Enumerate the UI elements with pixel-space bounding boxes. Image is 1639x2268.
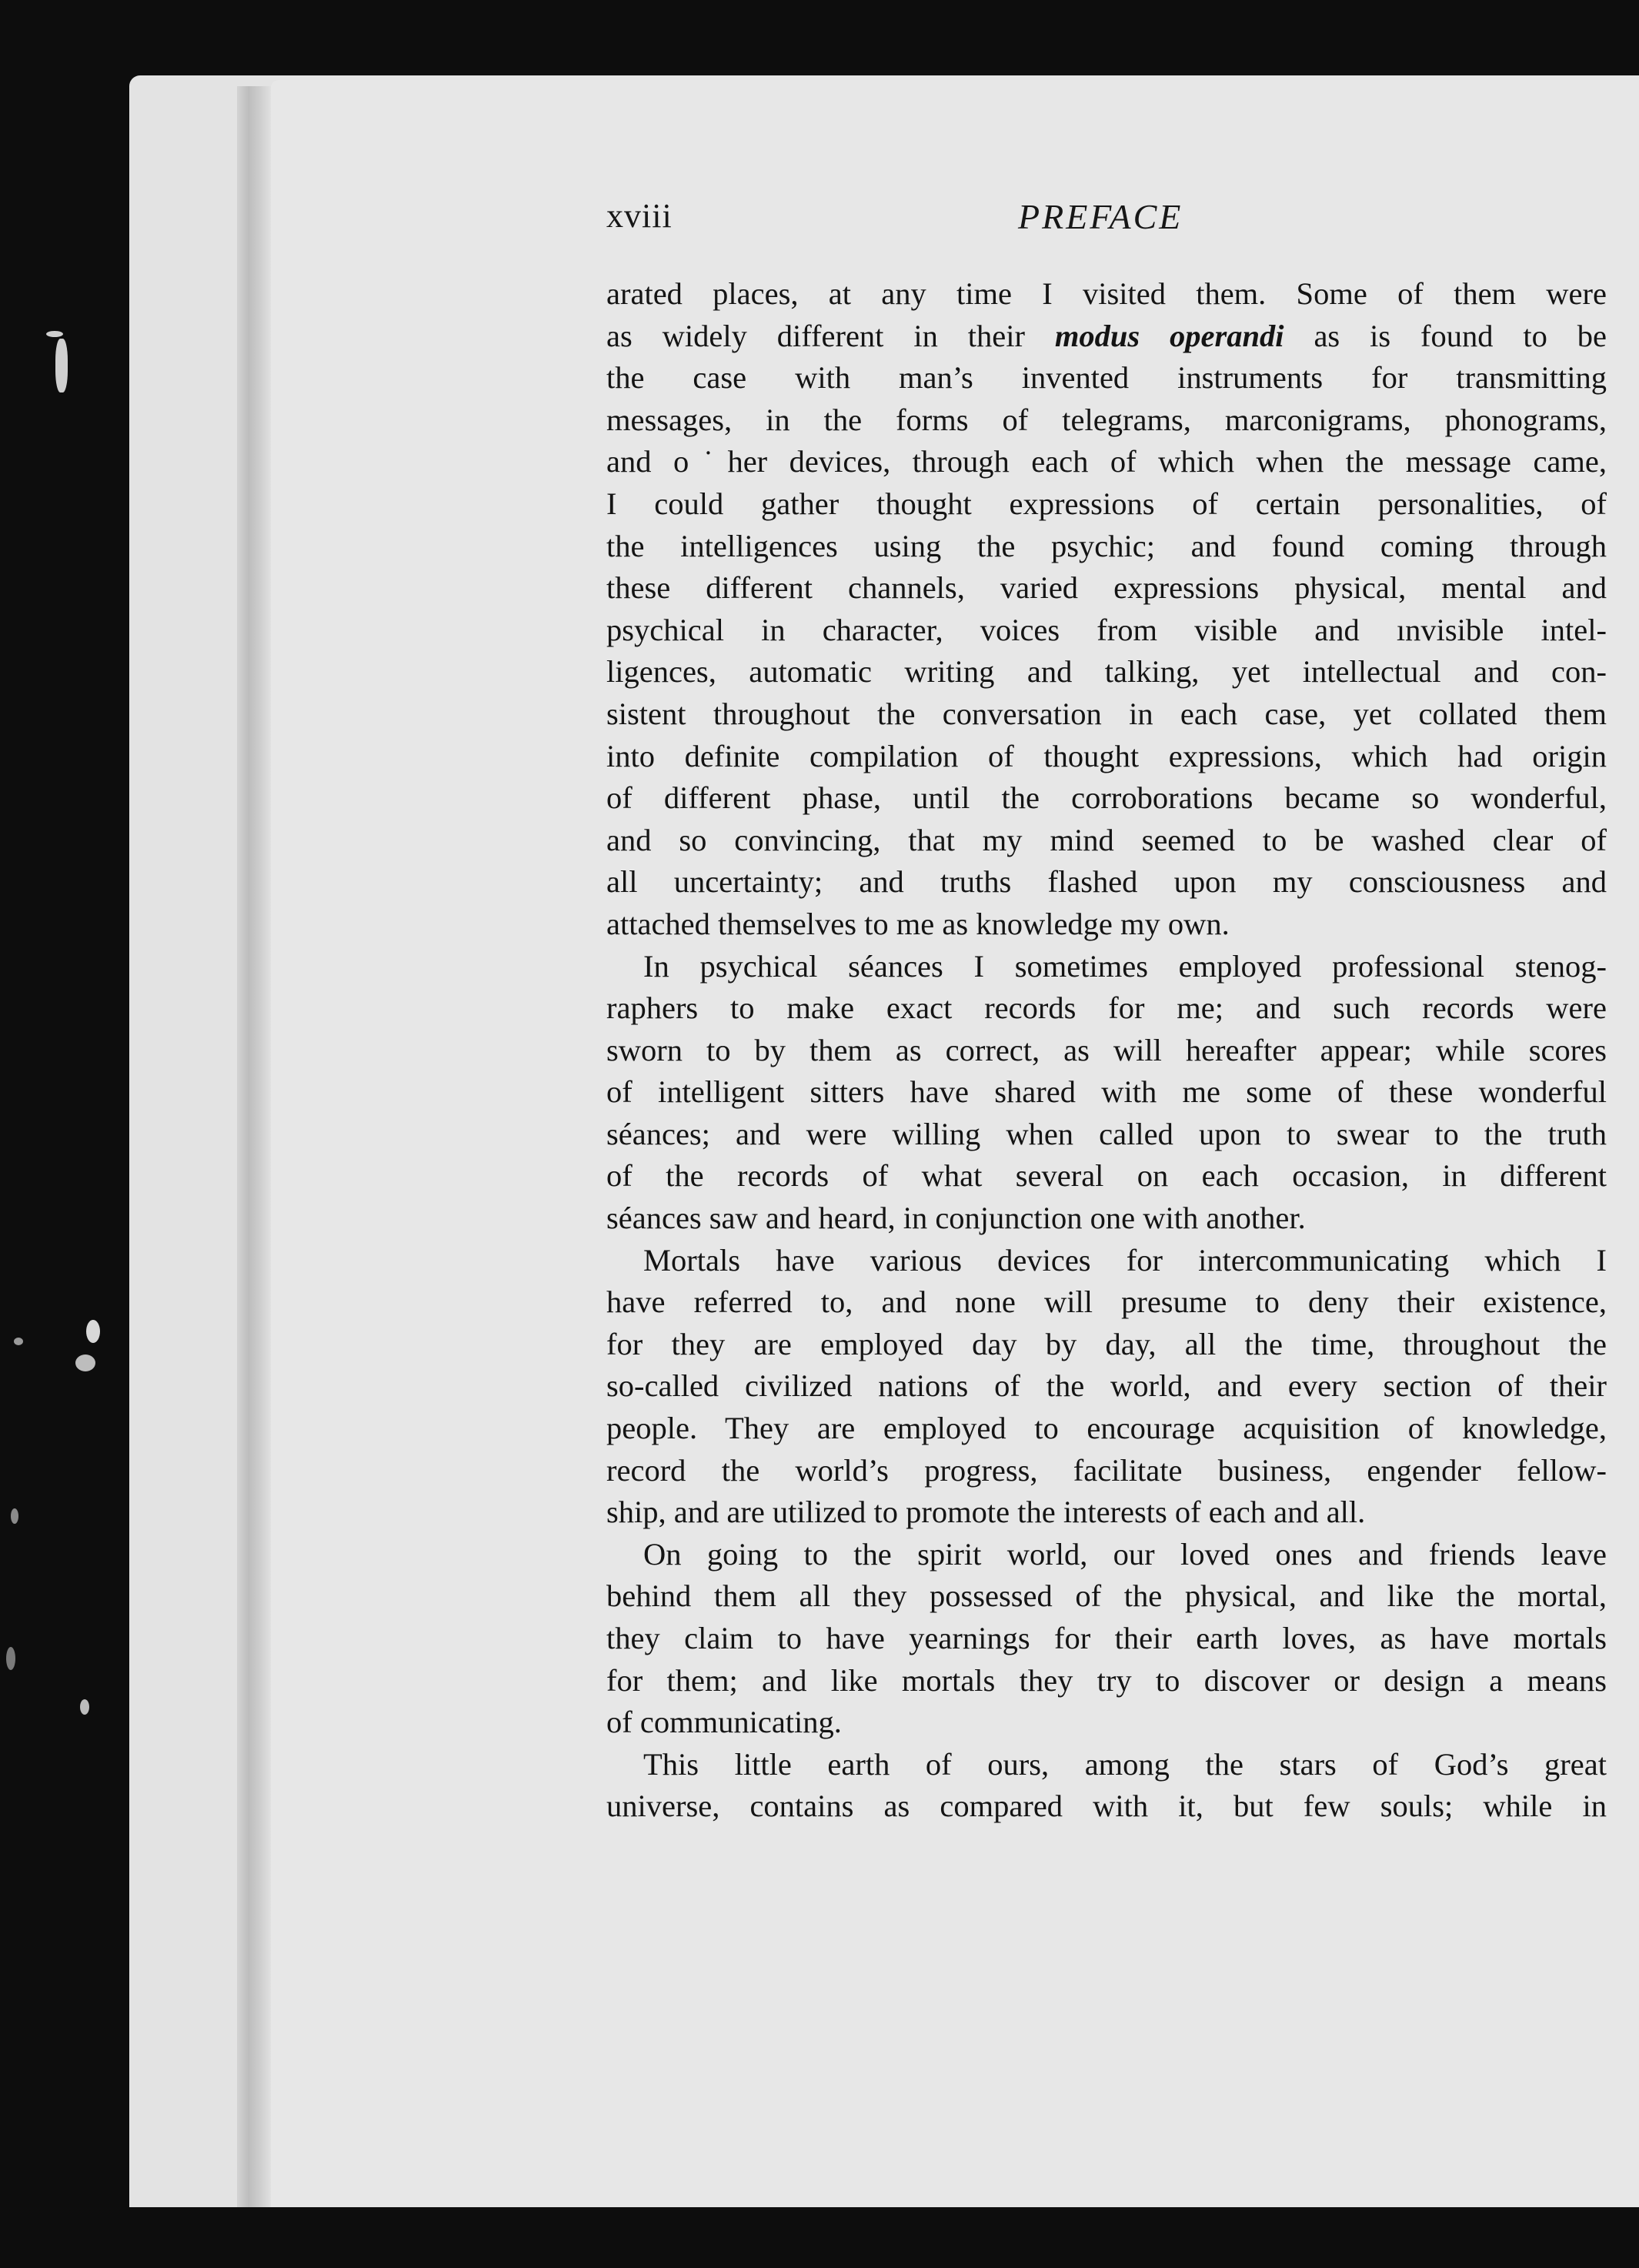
text-run: as widely different in their	[606, 318, 1055, 353]
text-line: I could gather thought expressions of certain personalities, of	[606, 486, 1607, 521]
text-line	[606, 316, 1607, 358]
text-line: so-called civilized nations of the world, and every section of their	[606, 1368, 1607, 1404]
text-line: into definite compilation of thought expressions, which had origin	[606, 738, 1607, 773]
italic-phrase: modus operandi	[1054, 318, 1284, 353]
text-line: Mortals have various devices for intercommunicating which I	[643, 1242, 1607, 1278]
margin-speck	[46, 331, 63, 337]
text-line: have referred to, and none will presume to deny their existence,	[606, 1284, 1607, 1320]
text-line: In psychical séances I sometimes employed professional stenog-	[643, 948, 1607, 984]
text-line: sworn to by them as correct, as will hereafter appear; while scores	[606, 1032, 1607, 1067]
margin-speck	[86, 1320, 100, 1343]
margin-speck	[80, 1699, 89, 1715]
text-line: of communicating.	[606, 1705, 842, 1740]
running-title: PREFACE	[1018, 197, 1183, 236]
text-line: ligences, automatic writing and talking, yet intellectual and con-	[606, 654, 1607, 690]
margin-speck	[75, 1354, 95, 1371]
text-line: for them; and like mortals they try to discover or design a means	[606, 1662, 1607, 1698]
text-line: séances; and were willing when called upon to swear to the truth	[606, 1116, 1607, 1151]
margin-speck	[11, 1508, 18, 1524]
text-line: psychical in character, voices from visible and ınvisible intel-	[606, 612, 1607, 647]
text-line: these different channels, varied expressions physical, mental and	[606, 570, 1607, 606]
margin-speck	[14, 1338, 23, 1345]
page-gutter	[237, 86, 271, 2210]
text-line: séances saw and heard, in conjunction one with another.	[606, 1201, 1306, 1236]
text-line: record the world’s progress, facilitate business, engender fellow-	[606, 1452, 1607, 1488]
text-line: of intelligent sitters have shared with me some of these wonderful	[606, 1074, 1607, 1110]
text-line: universe, contains as compared with it, but few souls; while in	[606, 1789, 1607, 1824]
text-line: all uncertainty; and truths flashed upon my consciousness and	[606, 864, 1607, 900]
text-line: arated places, at any time I visited them. Some of them were	[606, 276, 1607, 311]
text-line: they claim to have yearnings for their earth loves, as have mortals	[606, 1621, 1607, 1655]
text-line: attached themselves to me as knowledge my own.	[606, 906, 1230, 941]
text-line: the intelligences using the psychic; and found coming through	[606, 528, 1607, 563]
margin-speck	[55, 339, 68, 392]
text-line: behind them all they possessed of the physical, and like the mortal,	[606, 1578, 1607, 1614]
running-head	[606, 196, 1607, 242]
body-text	[606, 273, 1607, 1828]
margin-speck	[6, 1647, 15, 1670]
text-line: for they are employed day by day, all the time, throughout the	[606, 1326, 1607, 1361]
text-line: raphers to make exact records for me; and such records were	[606, 990, 1607, 1026]
text-line: messages, in the forms of telegrams, marconigrams, phonograms,	[606, 402, 1607, 437]
text-line: of the records of what several on each occasion, in different	[606, 1158, 1607, 1194]
text-line: of different phase, until the corroborations became so wonderful,	[606, 780, 1607, 816]
text-line: On going to the spirit world, our loved ones and friends leave	[643, 1536, 1607, 1572]
text-line: people. They are employed to encourage acquisition of knowledge,	[606, 1411, 1607, 1446]
text-line: and o˙her devices, through each of which when the message came,	[606, 444, 1607, 479]
text-line: sistent throughout the conversation in each case, yet collated them	[606, 696, 1607, 731]
bottom-edge	[129, 2207, 1639, 2268]
text-line: ship, and are utilized to promote the interests of each and all.	[606, 1495, 1366, 1530]
page-number: xviii	[606, 197, 673, 235]
text-line: This little earth of ours, among the stars of God’s great	[643, 1746, 1607, 1782]
text-line: and so convincing, that my mind seemed to be washed clear of	[606, 822, 1607, 857]
text-run: as is found to be	[1283, 318, 1607, 353]
text-line: the case with man’s invented instruments for transmitting	[606, 360, 1607, 396]
